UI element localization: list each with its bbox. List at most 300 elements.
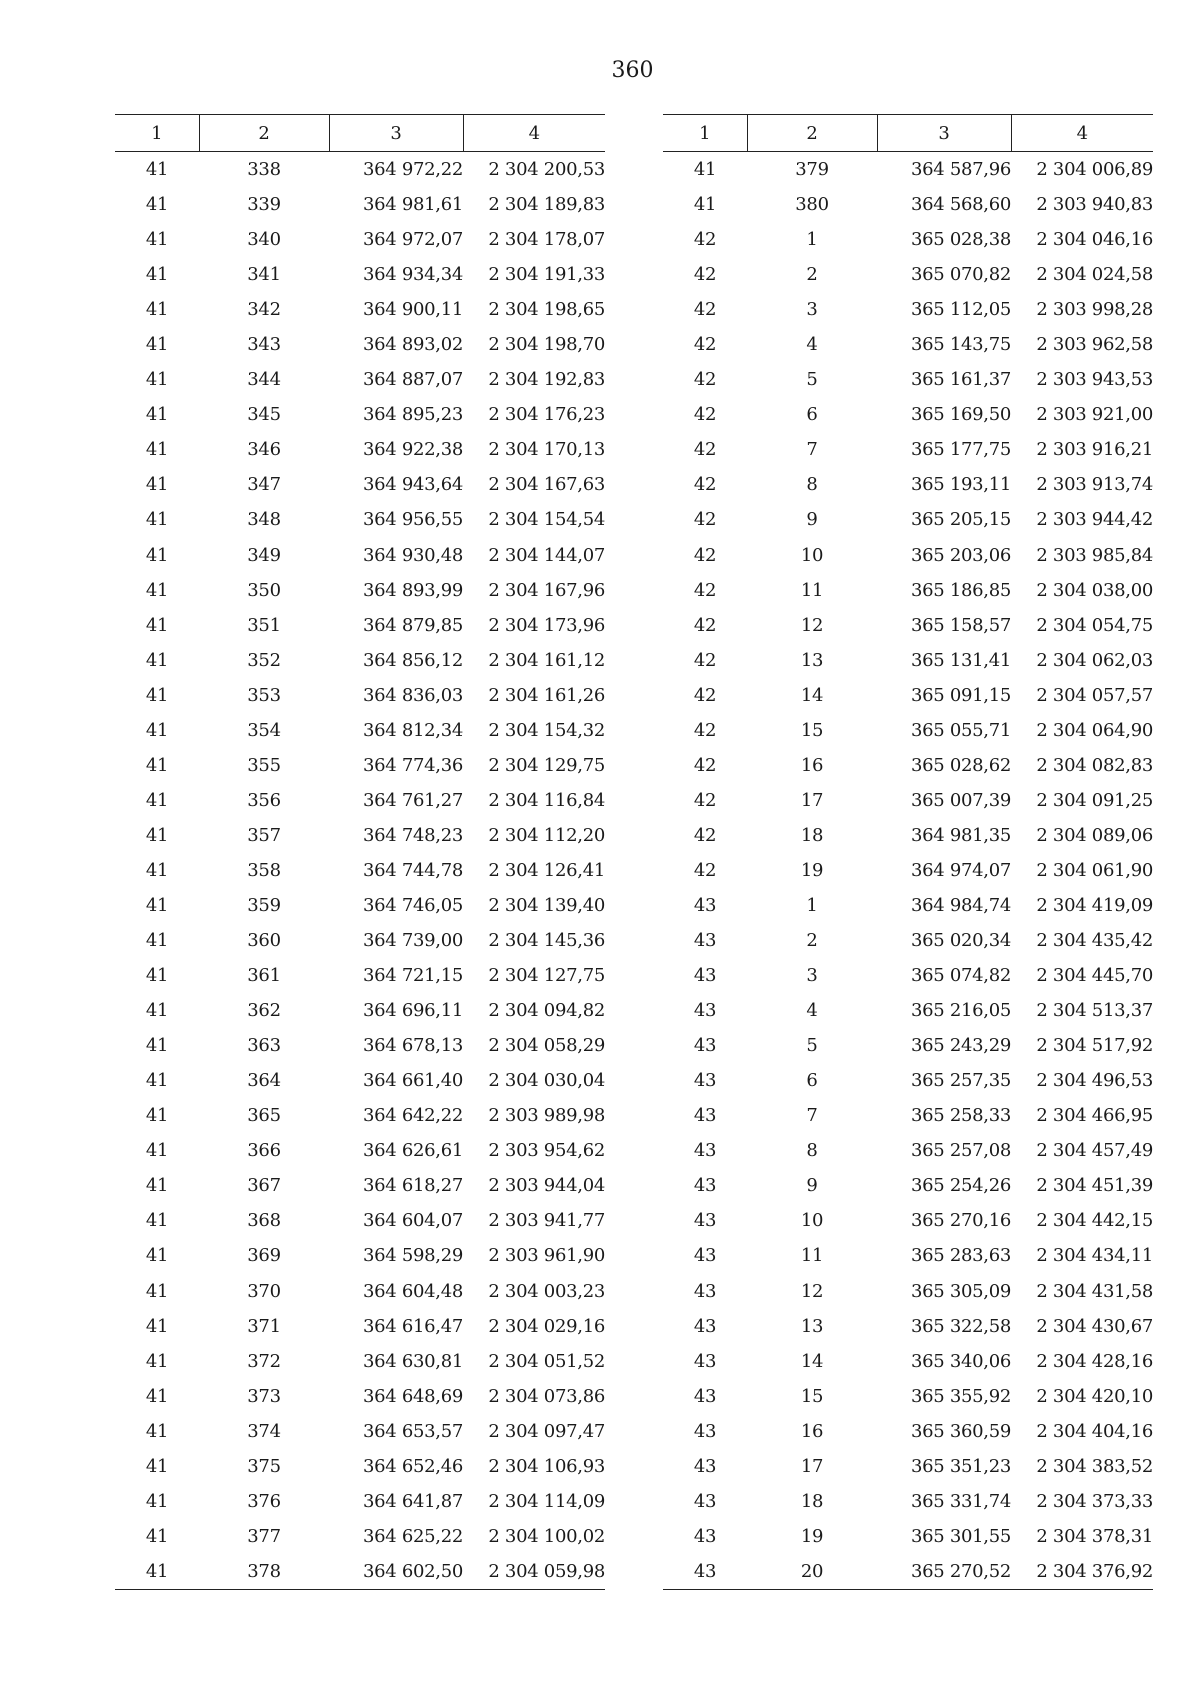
table-row (115, 1344, 605, 1379)
table-header-row (115, 115, 605, 152)
cell-x-coordinate: 364 602,50 (329, 1554, 463, 1590)
cell-x-coordinate: 364 744,78 (362, 859, 463, 881)
cell-y-coordinate: 2 303 954,62 (488, 1140, 605, 1162)
cell-y-coordinate: 2 304 198,70 (488, 334, 605, 356)
table-row (663, 1028, 1153, 1063)
cell-y-coordinate: 2 304 154,54 (488, 509, 605, 531)
cell-x-coordinate: 364 626,61 (362, 1140, 463, 1162)
cell-section: 41 (145, 509, 169, 531)
cell-y-coordinate: 2 304 200,53 (488, 159, 605, 181)
table-row (115, 1133, 605, 1168)
cell-section: 43 (693, 1175, 717, 1197)
cell-y-coordinate: 2 304 167,96 (488, 579, 605, 601)
cell-y-coordinate: 2 304 139,40 (488, 895, 605, 916)
cell-x-coordinate: 365 143,75 (910, 334, 1011, 356)
cell-y-coordinate: 2 304 383,52 (1036, 1455, 1153, 1477)
cell-x-coordinate: 364 836,03 (362, 684, 463, 706)
cell-point-number: 5 (806, 369, 818, 391)
cell-point-number: 9 (806, 1175, 818, 1197)
cell-x-coordinate: 365 186,85 (910, 579, 1011, 601)
cell-section: 42 (693, 649, 717, 671)
table-row (663, 643, 1153, 678)
cell-x-coordinate: 364 900,11 (362, 299, 463, 321)
cell-x-coordinate: 364 984,74 (910, 895, 1011, 916)
cell-section: 41 (145, 264, 169, 286)
cell-point-number: 374 (247, 1420, 281, 1442)
cell-point-number: 3 (806, 299, 818, 321)
cell-point-number: 1 (806, 229, 818, 251)
cell-section: 43 (693, 1490, 717, 1512)
page-number: 360 (611, 58, 654, 83)
table-row (115, 643, 605, 678)
cell-x-coordinate: 364 648,69 (362, 1385, 463, 1407)
cell-x-coordinate: 364 974,07 (910, 859, 1011, 881)
table-row (663, 1098, 1153, 1133)
cell-section: 41 (145, 1070, 169, 1092)
cell-section: 42 (693, 369, 717, 391)
cell-section: 41 (145, 965, 169, 987)
cell-y-coordinate: 2 304 112,20 (488, 824, 605, 846)
cell-section: 41 (145, 404, 169, 426)
coordinates-table-right-body (663, 152, 1153, 1590)
table-row (115, 538, 605, 573)
cell-section: 41 (145, 614, 169, 636)
cell-x-coordinate: 365 257,08 (910, 1140, 1011, 1162)
cell-section: 41 (145, 649, 169, 671)
table-row (115, 748, 605, 783)
cell-x-coordinate: 365 161,37 (910, 369, 1011, 391)
cell-x-coordinate: 365 301,55 (910, 1525, 1011, 1547)
cell-point-number: 347 (247, 474, 281, 496)
cell-point-number: 15 (800, 719, 824, 741)
cell-section: 42 (693, 719, 717, 741)
table-row (115, 502, 605, 537)
cell-point-number: 1 (806, 895, 818, 916)
cell-x-coordinate: 364 972,07 (362, 229, 463, 251)
cell-y-coordinate: 2 304 170,13 (488, 439, 605, 461)
cell-point-number: 365 (247, 1105, 281, 1127)
cell-x-coordinate: 365 270,52 (877, 1554, 1011, 1590)
cell-section: 43 (693, 1070, 717, 1092)
cell-point-number: 7 (806, 439, 818, 461)
cell-y-coordinate: 2 303 943,53 (1036, 369, 1153, 391)
cell-section: 43 (693, 930, 717, 952)
cell-point-number: 17 (800, 1455, 824, 1477)
cell-x-coordinate: 364 895,23 (362, 404, 463, 426)
cell-point-number: 6 (806, 1070, 818, 1092)
cell-y-coordinate: 2 304 431,58 (1036, 1280, 1153, 1302)
table-row (663, 1379, 1153, 1414)
cell-section: 41 (145, 754, 169, 776)
cell-section: 41 (145, 369, 169, 391)
cell-x-coordinate: 364 981,35 (910, 824, 1011, 846)
cell-x-coordinate: 364 568,60 (910, 194, 1011, 216)
table-row (115, 1519, 605, 1554)
cell-point-number: 368 (247, 1210, 281, 1232)
cell-y-coordinate: 2 304 167,63 (488, 474, 605, 496)
cell-y-coordinate: 2 304 029,16 (488, 1315, 605, 1337)
cell-x-coordinate: 364 746,05 (362, 895, 463, 916)
cell-point-number: 360 (247, 930, 281, 952)
table-row (663, 327, 1153, 362)
table-row (663, 1449, 1153, 1484)
table-row (115, 1238, 605, 1273)
cell-x-coordinate: 364 774,36 (362, 754, 463, 776)
table-row (663, 1168, 1153, 1203)
cell-x-coordinate: 365 074,82 (910, 965, 1011, 987)
coordinates-table-right (663, 114, 1153, 1590)
column-header-3: 3 (877, 115, 1011, 152)
cell-section: 41 (145, 1140, 169, 1162)
cell-section: 42 (693, 859, 717, 881)
table-row (663, 432, 1153, 467)
cell-point-number: 20 (747, 1554, 877, 1590)
cell-section: 41 (145, 1350, 169, 1372)
cell-point-number: 4 (806, 1000, 818, 1022)
cell-y-coordinate: 2 304 100,02 (488, 1525, 605, 1547)
cell-point-number: 12 (800, 1280, 824, 1302)
cell-x-coordinate: 365 028,38 (910, 229, 1011, 251)
cell-y-coordinate: 2 304 051,52 (488, 1350, 605, 1372)
cell-section: 42 (693, 544, 717, 566)
cell-section: 41 (145, 1280, 169, 1302)
cell-section: 41 (115, 1554, 199, 1590)
table-row (115, 222, 605, 257)
cell-y-coordinate: 2 304 457,49 (1036, 1140, 1153, 1162)
cell-y-coordinate: 2 303 998,28 (1036, 299, 1153, 321)
table-row (663, 1554, 1153, 1590)
table-row (663, 923, 1153, 958)
cell-x-coordinate: 364 652,46 (362, 1455, 463, 1477)
cell-y-coordinate: 2 304 129,75 (488, 754, 605, 776)
cell-point-number: 372 (247, 1350, 281, 1372)
table-row (663, 993, 1153, 1028)
cell-section: 43 (693, 965, 717, 987)
cell-point-number: 15 (800, 1385, 824, 1407)
table-row (115, 1063, 605, 1098)
cell-y-coordinate: 2 304 116,84 (488, 789, 605, 811)
cell-point-number: 10 (800, 1210, 824, 1232)
table-row (663, 888, 1153, 923)
cell-x-coordinate: 365 257,35 (910, 1070, 1011, 1092)
cell-section: 43 (693, 1105, 717, 1127)
cell-point-number: 362 (247, 1000, 281, 1022)
cell-x-coordinate: 364 856,12 (362, 649, 463, 671)
cell-section: 41 (145, 1420, 169, 1442)
cell-y-coordinate: 2 304 003,23 (488, 1280, 605, 1302)
cell-section: 43 (693, 895, 717, 916)
cell-x-coordinate: 364 922,38 (362, 439, 463, 461)
column-header-1: 1 (663, 115, 747, 152)
table-row (663, 538, 1153, 573)
cell-x-coordinate: 364 930,48 (362, 544, 463, 566)
cell-y-coordinate: 2 304 038,00 (1036, 579, 1153, 601)
cell-x-coordinate: 364 812,34 (362, 719, 463, 741)
cell-y-coordinate: 2 304 513,37 (1036, 1000, 1153, 1022)
table-row (663, 362, 1153, 397)
cell-point-number: 367 (247, 1175, 281, 1197)
table-row (115, 608, 605, 643)
table-row (115, 257, 605, 292)
table-row (115, 1484, 605, 1519)
cell-section: 42 (693, 474, 717, 496)
cell-section: 41 (145, 1525, 169, 1547)
cell-x-coordinate: 364 642,22 (362, 1105, 463, 1127)
cell-point-number: 14 (800, 1350, 824, 1372)
cell-y-coordinate: 2 304 097,47 (488, 1420, 605, 1442)
column-header-1: 1 (115, 115, 199, 152)
cell-point-number: 350 (247, 579, 281, 601)
cell-x-coordinate: 365 020,34 (910, 930, 1011, 952)
cell-x-coordinate: 365 193,11 (910, 474, 1011, 496)
cell-x-coordinate: 364 618,27 (362, 1175, 463, 1197)
cell-y-coordinate: 2 303 913,74 (1036, 474, 1153, 496)
cell-point-number: 343 (247, 334, 281, 356)
cell-x-coordinate: 364 653,57 (362, 1420, 463, 1442)
table-row (663, 1519, 1153, 1554)
cell-point-number: 370 (247, 1280, 281, 1302)
cell-section: 43 (693, 1525, 717, 1547)
cell-point-number: 359 (247, 895, 281, 916)
cell-y-coordinate: 2 304 058,29 (488, 1035, 605, 1057)
cell-section: 42 (693, 789, 717, 811)
cell-y-coordinate: 2 304 435,42 (1036, 930, 1153, 952)
cell-y-coordinate: 2 304 404,16 (1036, 1420, 1153, 1442)
cell-x-coordinate: 365 254,26 (910, 1175, 1011, 1197)
cell-point-number: 340 (247, 229, 281, 251)
cell-x-coordinate: 364 943,64 (362, 474, 463, 496)
table-row (115, 573, 605, 608)
cell-section: 41 (145, 1315, 169, 1337)
cell-section: 43 (693, 1315, 717, 1337)
cell-x-coordinate: 365 205,15 (910, 509, 1011, 531)
cell-point-number: 346 (247, 439, 281, 461)
cell-section: 41 (693, 194, 717, 216)
cell-x-coordinate: 364 630,81 (362, 1350, 463, 1372)
cell-x-coordinate: 364 893,99 (362, 579, 463, 601)
table-row (663, 397, 1153, 432)
cell-y-coordinate: 2 304 091,25 (1036, 789, 1153, 811)
cell-x-coordinate: 365 322,58 (910, 1315, 1011, 1337)
table-row (115, 993, 605, 1028)
cell-section: 41 (145, 299, 169, 321)
cell-y-coordinate: 2 304 024,58 (1036, 264, 1153, 286)
cell-point-number: 19 (800, 1525, 824, 1547)
cell-y-coordinate: 2 304 061,90 (1036, 859, 1153, 881)
cell-x-coordinate: 365 305,09 (910, 1280, 1011, 1302)
cell-x-coordinate: 364 739,00 (362, 930, 463, 952)
cell-section: 42 (693, 614, 717, 636)
column-header-4: 4 (463, 115, 605, 152)
cell-point-number: 338 (247, 159, 281, 181)
cell-point-number: 369 (247, 1245, 281, 1267)
cell-point-number: 14 (800, 684, 824, 706)
cell-x-coordinate: 365 270,16 (910, 1210, 1011, 1232)
cell-point-number: 351 (247, 614, 281, 636)
cell-x-coordinate: 365 177,75 (910, 439, 1011, 461)
cell-section: 41 (145, 1000, 169, 1022)
cell-section: 41 (145, 544, 169, 566)
cell-x-coordinate: 364 696,11 (362, 1000, 463, 1022)
table-row (115, 292, 605, 327)
table-row (115, 1379, 605, 1414)
cell-point-number: 353 (247, 684, 281, 706)
cell-x-coordinate: 364 761,27 (362, 789, 463, 811)
cell-point-number: 378 (199, 1554, 329, 1590)
cell-point-number: 348 (247, 509, 281, 531)
cell-y-coordinate: 2 304 161,26 (488, 684, 605, 706)
cell-x-coordinate: 365 283,63 (910, 1245, 1011, 1267)
cell-x-coordinate: 364 598,29 (362, 1245, 463, 1267)
column-header-2: 2 (747, 115, 877, 152)
cell-point-number: 12 (800, 614, 824, 636)
coordinates-table-left (115, 114, 605, 1590)
cell-point-number: 2 (806, 930, 818, 952)
cell-y-coordinate: 2 304 420,10 (1036, 1385, 1153, 1407)
cell-y-coordinate: 2 303 944,42 (1036, 509, 1153, 531)
cell-section: 42 (693, 264, 717, 286)
table-row (663, 1238, 1153, 1273)
cell-y-coordinate: 2 304 373,33 (1036, 1490, 1153, 1512)
table-row (115, 1309, 605, 1344)
cell-section: 43 (693, 1035, 717, 1057)
cell-x-coordinate: 365 258,33 (910, 1105, 1011, 1127)
table-row (663, 783, 1153, 818)
table-row (663, 1309, 1153, 1344)
cell-y-coordinate: 2 304 466,95 (1036, 1105, 1153, 1127)
table-row (115, 1274, 605, 1309)
table-row (115, 432, 605, 467)
cell-point-number: 377 (247, 1525, 281, 1547)
cell-x-coordinate: 364 956,55 (362, 509, 463, 531)
cell-x-coordinate: 364 587,96 (910, 159, 1011, 181)
cell-point-number: 4 (806, 334, 818, 356)
cell-x-coordinate: 365 169,50 (910, 404, 1011, 426)
cell-section: 43 (693, 1385, 717, 1407)
cell-x-coordinate: 364 981,61 (362, 194, 463, 216)
cell-x-coordinate: 365 355,92 (910, 1385, 1011, 1407)
cell-section: 41 (145, 719, 169, 741)
cell-section: 42 (693, 509, 717, 531)
cell-y-coordinate: 2 304 089,06 (1036, 824, 1153, 846)
cell-y-coordinate: 2 304 046,16 (1036, 229, 1153, 251)
cell-point-number: 18 (800, 824, 824, 846)
table-row (115, 1449, 605, 1484)
cell-section: 42 (693, 439, 717, 461)
cell-y-coordinate: 2 303 962,58 (1036, 334, 1153, 356)
table-row (115, 713, 605, 748)
cell-x-coordinate: 364 972,22 (362, 159, 463, 181)
cell-x-coordinate: 365 158,57 (910, 614, 1011, 636)
cell-section: 43 (693, 1455, 717, 1477)
cell-section: 42 (693, 229, 717, 251)
cell-point-number: 345 (247, 404, 281, 426)
table-row (663, 467, 1153, 502)
cell-x-coordinate: 364 934,34 (362, 264, 463, 286)
table-row (663, 1063, 1153, 1098)
cell-x-coordinate: 365 070,82 (910, 264, 1011, 286)
cell-x-coordinate: 365 243,29 (910, 1035, 1011, 1057)
cell-section: 41 (145, 789, 169, 811)
cell-section: 41 (145, 159, 169, 181)
cell-x-coordinate: 365 351,23 (910, 1455, 1011, 1477)
cell-point-number: 8 (806, 474, 818, 496)
cell-point-number: 16 (800, 1420, 824, 1442)
cell-x-coordinate: 365 091,15 (910, 684, 1011, 706)
table-row (115, 327, 605, 362)
coordinates-table-left-body (115, 152, 605, 1590)
table-row (663, 187, 1153, 222)
cell-section: 41 (145, 579, 169, 601)
cell-section: 43 (693, 1350, 717, 1372)
cell-point-number: 380 (795, 194, 829, 216)
table-row (663, 257, 1153, 292)
table-row (663, 608, 1153, 643)
cell-point-number: 2 (806, 264, 818, 286)
cell-x-coordinate: 364 748,23 (362, 824, 463, 846)
cell-y-coordinate: 2 304 430,67 (1036, 1315, 1153, 1337)
table-row (663, 853, 1153, 888)
cell-y-coordinate: 2 304 006,89 (1036, 159, 1153, 181)
cell-y-coordinate: 2 303 989,98 (488, 1105, 605, 1127)
cell-point-number: 13 (800, 649, 824, 671)
cell-point-number: 341 (247, 264, 281, 286)
cell-section: 42 (693, 684, 717, 706)
table-row (663, 1203, 1153, 1238)
table-row (663, 152, 1153, 188)
table-row (115, 1203, 605, 1238)
cell-section: 42 (693, 754, 717, 776)
table-row (115, 783, 605, 818)
table-header-row (663, 115, 1153, 152)
cell-section: 42 (693, 579, 717, 601)
cell-point-number: 16 (800, 754, 824, 776)
cell-section: 41 (145, 1245, 169, 1267)
cell-y-coordinate: 2 304 126,41 (488, 859, 605, 881)
cell-y-coordinate: 2 304 145,36 (488, 930, 605, 952)
cell-point-number: 379 (795, 159, 829, 181)
cell-x-coordinate: 364 678,13 (362, 1035, 463, 1057)
cell-point-number: 6 (806, 404, 818, 426)
cell-y-coordinate: 2 304 114,09 (488, 1490, 605, 1512)
cell-y-coordinate: 2 304 198,65 (488, 299, 605, 321)
cell-point-number: 10 (800, 544, 824, 566)
cell-point-number: 13 (800, 1315, 824, 1337)
cell-section: 41 (145, 1490, 169, 1512)
cell-y-coordinate: 2 304 434,11 (1036, 1245, 1153, 1267)
table-row (663, 573, 1153, 608)
cell-point-number: 375 (247, 1455, 281, 1477)
cell-section: 41 (145, 1455, 169, 1477)
table-row (115, 152, 605, 188)
cell-y-coordinate: 2 304 176,23 (488, 404, 605, 426)
cell-section: 41 (145, 439, 169, 461)
cell-point-number: 364 (247, 1070, 281, 1092)
cell-point-number: 357 (247, 824, 281, 846)
cell-x-coordinate: 364 661,40 (362, 1070, 463, 1092)
cell-y-coordinate: 2 303 921,00 (1036, 404, 1153, 426)
cell-section: 41 (145, 930, 169, 952)
cell-section: 43 (693, 1280, 717, 1302)
cell-point-number: 11 (800, 1245, 824, 1267)
cell-y-coordinate: 2 304 082,83 (1036, 754, 1153, 776)
cell-y-coordinate: 2 303 985,84 (1036, 544, 1153, 566)
cell-section: 41 (145, 1035, 169, 1057)
cell-x-coordinate: 365 131,41 (910, 649, 1011, 671)
cell-y-coordinate: 2 304 127,75 (488, 965, 605, 987)
cell-section: 41 (145, 474, 169, 496)
cell-x-coordinate: 365 340,06 (910, 1350, 1011, 1372)
